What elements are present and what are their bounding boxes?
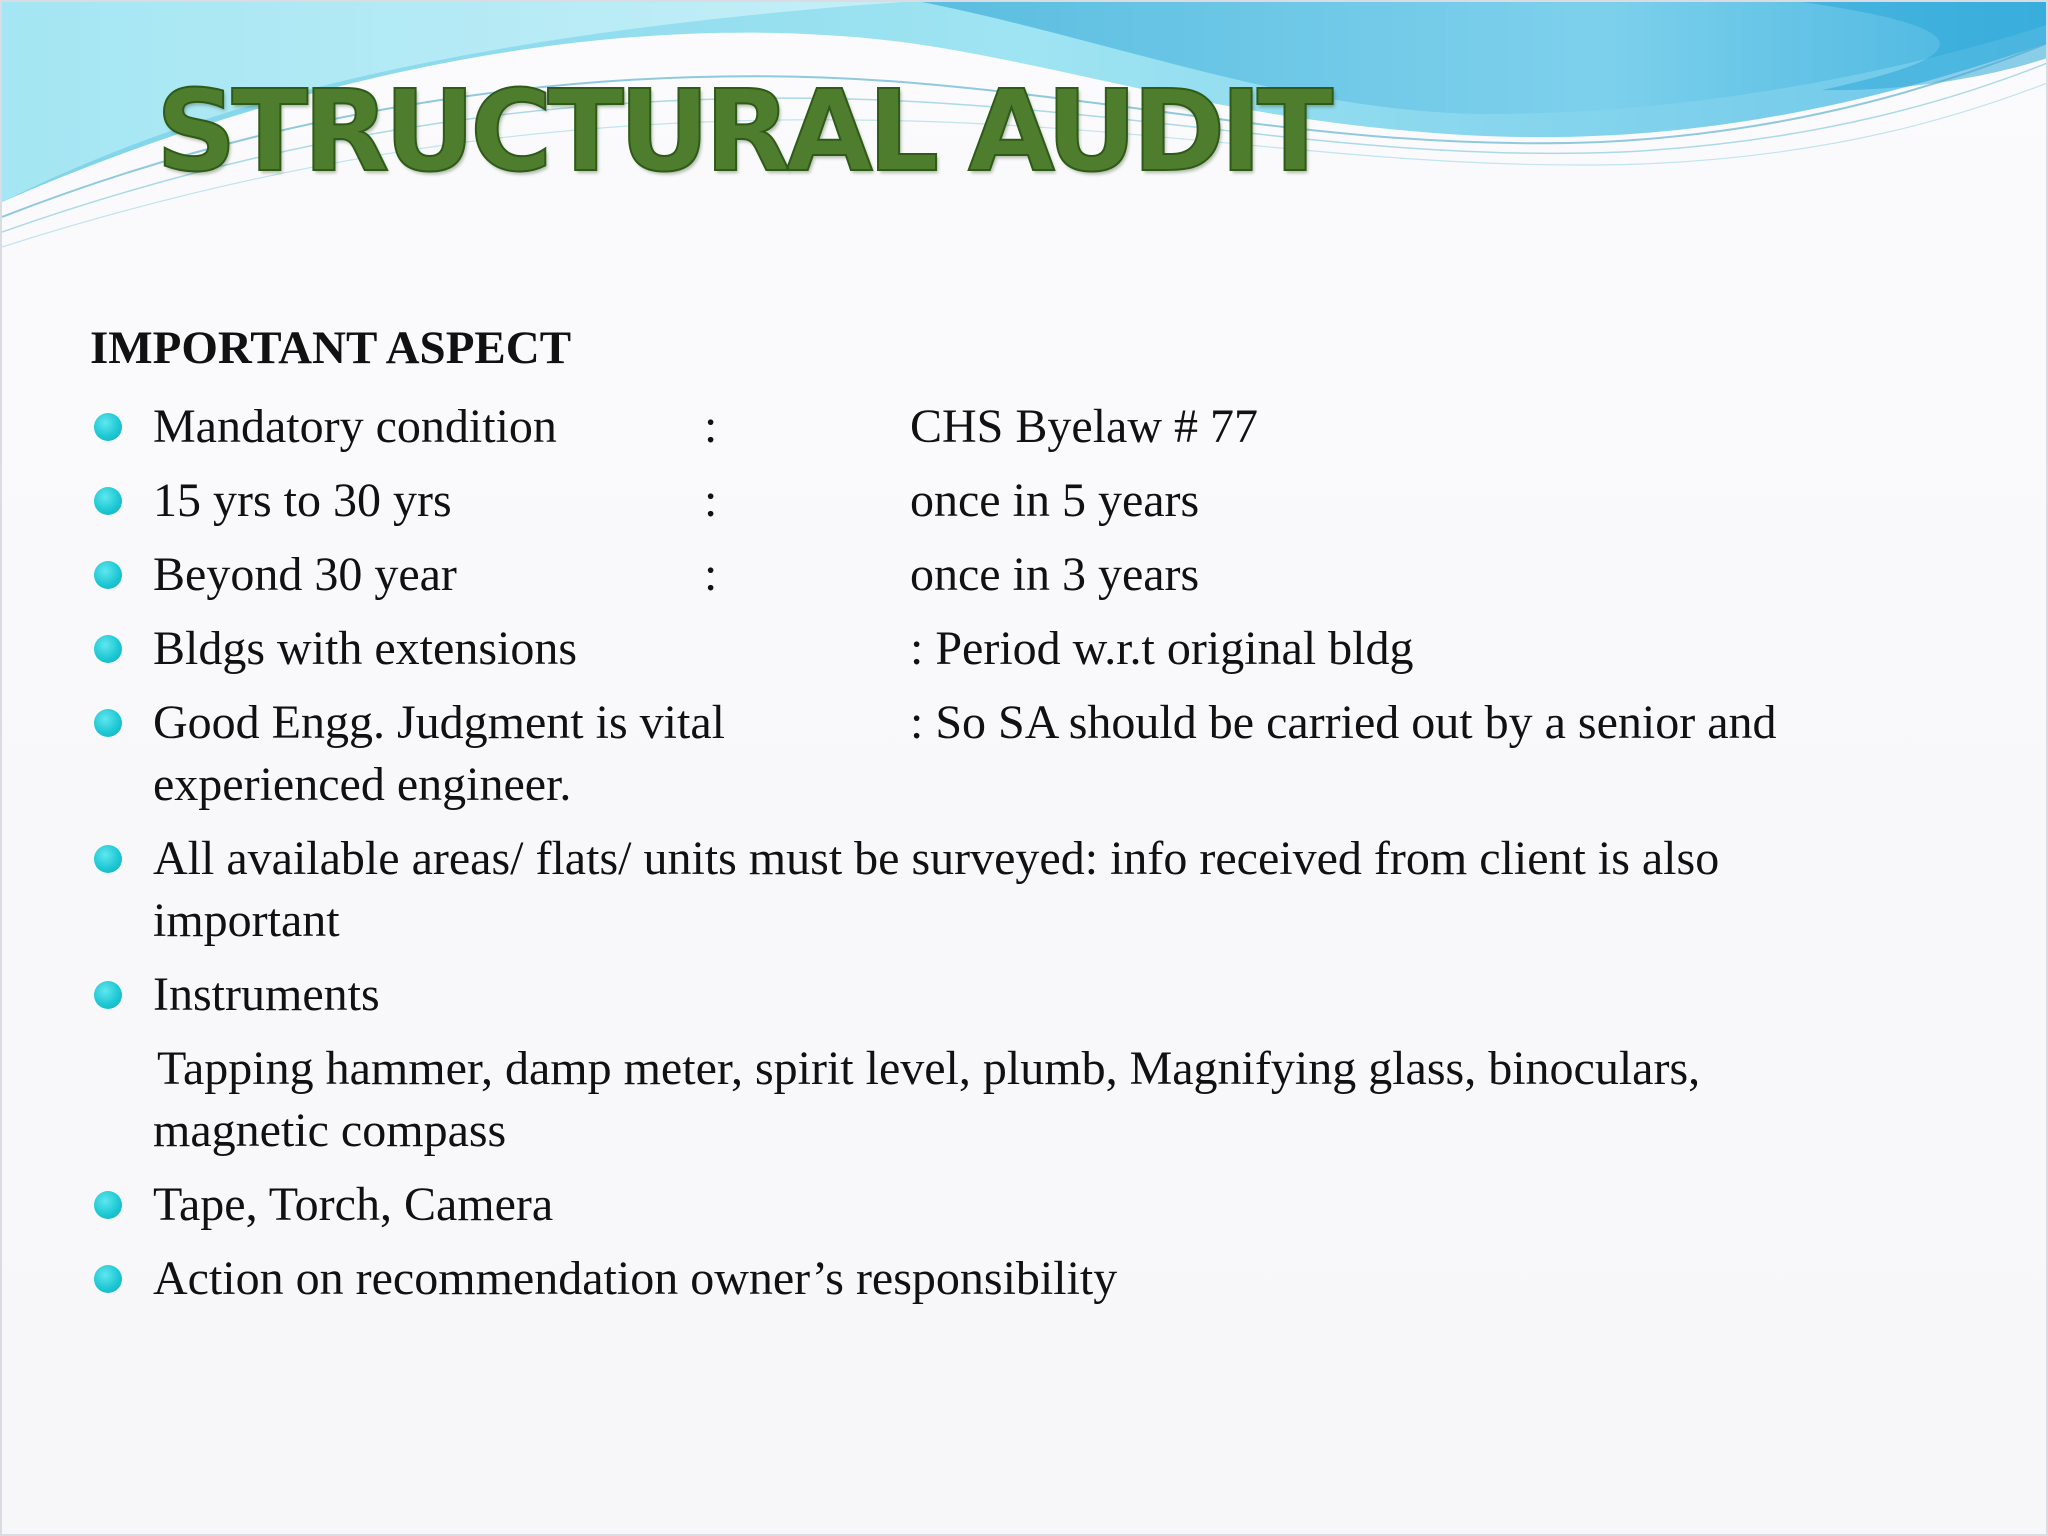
bullet-icon xyxy=(94,487,122,515)
bullet-icon xyxy=(94,845,122,873)
bullet-icon xyxy=(94,561,122,589)
item-label: 15 yrs to 30 yrs xyxy=(153,474,452,527)
item-separator: : xyxy=(704,400,718,453)
item-value: : Period w.r.t original bldg xyxy=(910,622,1414,675)
instruments-details-line-1: Tapping hammer, damp meter, spirit level, plumb, Magnifying glass, binoculars, xyxy=(157,1042,1701,1095)
slide-body xyxy=(2,2,2048,1536)
bullet-icon xyxy=(94,1265,122,1293)
item-separator: : xyxy=(704,548,718,601)
item-value: CHS Byelaw # 77 xyxy=(910,400,1258,453)
item-separator: : xyxy=(704,474,718,527)
item-label: Bldgs with extensions xyxy=(153,622,578,675)
bullet-icon xyxy=(94,981,122,1009)
instruments-details xyxy=(2,1038,2048,1162)
item-label: Tape, Torch, Camera xyxy=(153,1178,554,1231)
item-label: Beyond 30 year xyxy=(153,548,457,601)
item-label: Mandatory condition xyxy=(153,400,557,453)
item-text-line-2: important xyxy=(153,894,340,947)
item-value: once in 3 years xyxy=(910,548,1200,601)
section-heading: IMPORTANT ASPECT xyxy=(90,322,572,374)
bullet-icon xyxy=(94,413,122,441)
bullet-icon xyxy=(94,709,122,737)
bullet-icon xyxy=(94,1191,122,1219)
instruments-details-line-2: magnetic compass xyxy=(153,1104,507,1157)
item-label: Action on recommendation owner’s responsibility xyxy=(153,1252,1118,1305)
bullet-icon xyxy=(94,635,122,663)
item-label: Instruments xyxy=(153,968,380,1021)
item-text-line-1: All available areas/ flats/ units must be surveyed: info received from client is also xyxy=(153,832,1720,885)
slide-title: STRUCTURAL AUDIT xyxy=(156,67,1329,197)
list-item-areas-surveyed xyxy=(2,828,2048,952)
item-value: once in 5 years xyxy=(910,474,1200,527)
item-label: Good Engg. Judgment is vital xyxy=(153,696,725,749)
item-continuation: experienced engineer. xyxy=(153,758,572,811)
list-item-good-engg-judgment xyxy=(2,692,2048,816)
item-value: : So SA should be carried out by a senior and xyxy=(910,696,1777,749)
